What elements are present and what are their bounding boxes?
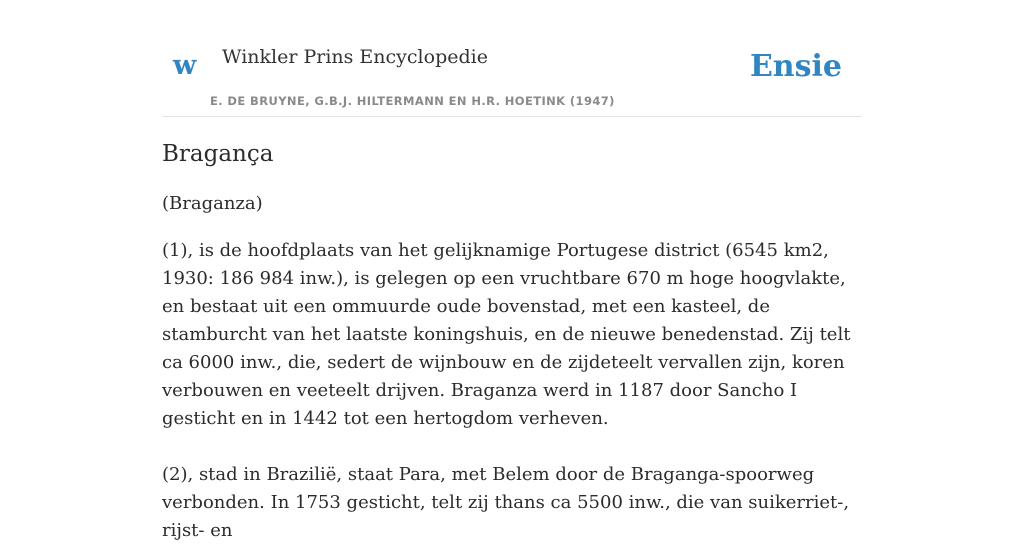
w-logo-icon[interactable]: w bbox=[173, 50, 197, 81]
site-header bbox=[162, 0, 862, 117]
ensie-brand-link[interactable]: Ensie bbox=[749, 49, 842, 84]
article-alt-name: (Braganza) bbox=[162, 193, 263, 214]
site-title: Winkler Prins Encyclopedie bbox=[222, 46, 488, 68]
article-paragraph-1: (1), is de hoofdplaats van het gelijknamige Portugese district (6545 km2, 1930: 186 984 inw.), is gelegen op een vruchtbare 670 m hoge hoogvlakte, en bestaat uit een ommuurde oude bovenstad, met een kasteel, de stamburcht van het laatste koningshuis, en de nieuwe benedenstad. Zij telt ca 6000 inw., die, sedert de wijnbouw en de zijdeteelt vervallen zijn, koren verbouwen en veeteelt drijven. Braganza werd in 1187 door Sancho I gesticht en in 1442 tot een hertogdom verheven. bbox=[162, 240, 851, 429]
article bbox=[162, 138, 862, 545]
site-authors: E. DE BRUYNE, G.B.J. HILTERMANN EN H.R. HOETINK (1947) bbox=[210, 94, 615, 108]
article-title: Bragança bbox=[162, 141, 274, 167]
article-paragraph-2: (2), stad in Brazilië, staat Para, met Belem door de Braganga-spoorweg verbonden. In 1753 gesticht, telt zij thans ca 5500 inw., die van suikerriet-, rijst- en bbox=[162, 464, 850, 541]
